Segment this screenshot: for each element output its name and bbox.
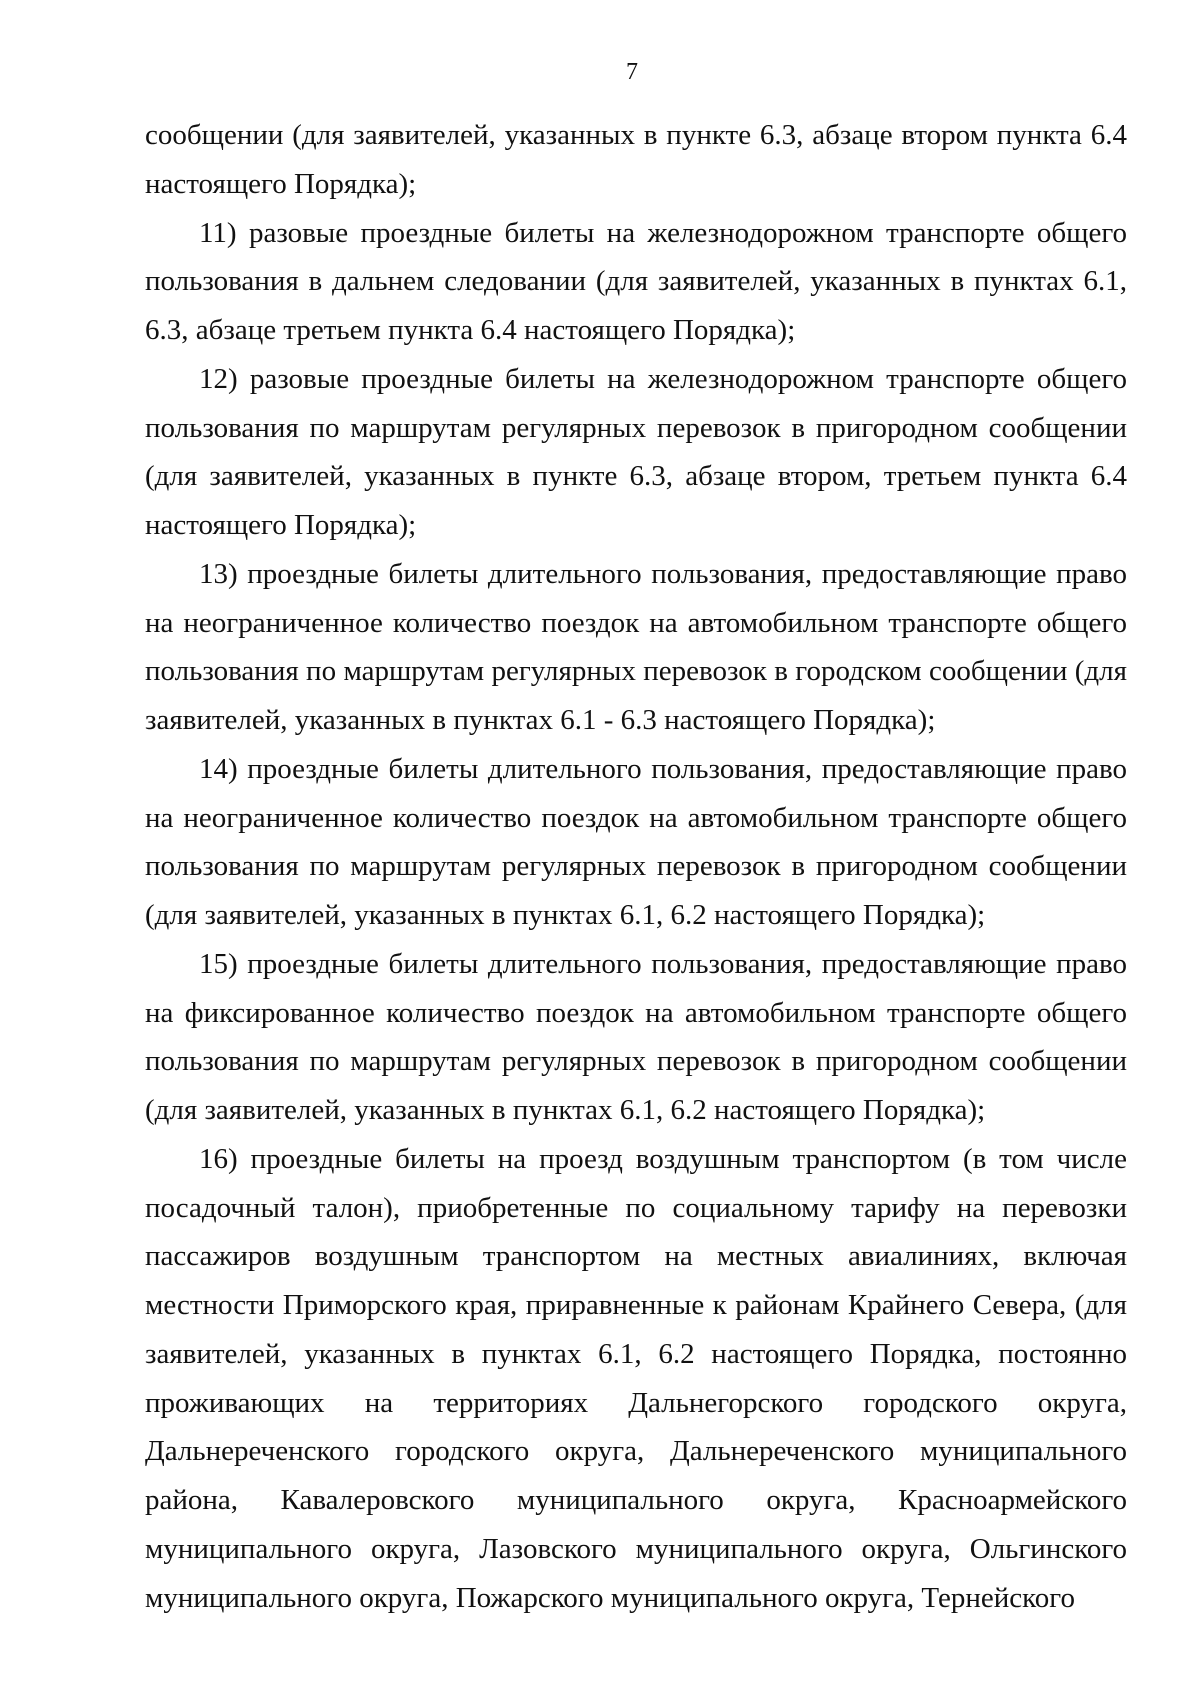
paragraph-item-11: 11) разовые проездные билеты на железнодорожном транспорте общего пользования в дальнем следовании (для заявителей, указанных в пунктах 6.1, 6.3, абзаце третьем пункта 6.4 настоящего Порядка);: [145, 216, 1127, 346]
paragraph-item-14: 14) проездные билеты длительного пользования, предоставляющие право на неограниченное количество поездок на автомобильном транспорте общего пользования по маршрутам регулярных перевозок в пригородном сообщении (для заявителей, указанных в пунктах 6.1, 6.2 настоящего Порядка);: [145, 752, 1127, 931]
page-number: 7: [626, 59, 638, 85]
paragraph-continuation: сообщении (для заявителей, указанных в пункте 6.3, абзаце втором пункта 6.4 настоящего Порядка);: [145, 119, 1127, 200]
paragraph-item-13: 13) проездные билеты длительного пользования, предоставляющие право на неограниченное количество поездок на автомобильном транспорте общего пользования по маршрутам регулярных перевозок в городском сообщении (для заявителей, указанных в пунктах 6.1 - 6.3 настоящего Порядка);: [145, 557, 1127, 736]
paragraph-item-12: 12) разовые проездные билеты на железнодорожном транспорте общего пользования по маршрутам регулярных перевозок в пригородном сообщении (для заявителей, указанных в пункте 6.3, абзаце втором, третьем пункта 6.4 настоящего Порядка);: [145, 362, 1127, 541]
paragraph-item-15: 15) проездные билеты длительного пользования, предоставляющие право на фиксированное количество поездок на автомобильном транспорте общего пользования по маршрутам регулярных перевозок в пригородном сообщении (для заявителей, указанных в пунктах 6.1, 6.2 настоящего Порядка);: [145, 947, 1127, 1126]
document-body: [145, 111, 1127, 1622]
paragraph-item-16: 16) проездные билеты на проезд воздушным транспортом (в том числе посадочный талон), приобретенные по социальному тарифу на перевозки пассажиров воздушным транспортом на местных авиалиниях, включая местности Приморского края, приравненные к районам Крайнего Севера, (для заявителей, указанных в пунктах 6.1, 6.2 настоящего Порядка, постоянно проживающих на территориях Дальнегорского городского округа, Дальнереченского городского округа, Дальнереченского муниципального района, Кавалеровского муниципального округа, Красноармейского муниципального округа, Лазовского муниципального округа, Ольгинского муниципального округа, Пожарского муниципального округа, Тернейского: [145, 1142, 1127, 1614]
